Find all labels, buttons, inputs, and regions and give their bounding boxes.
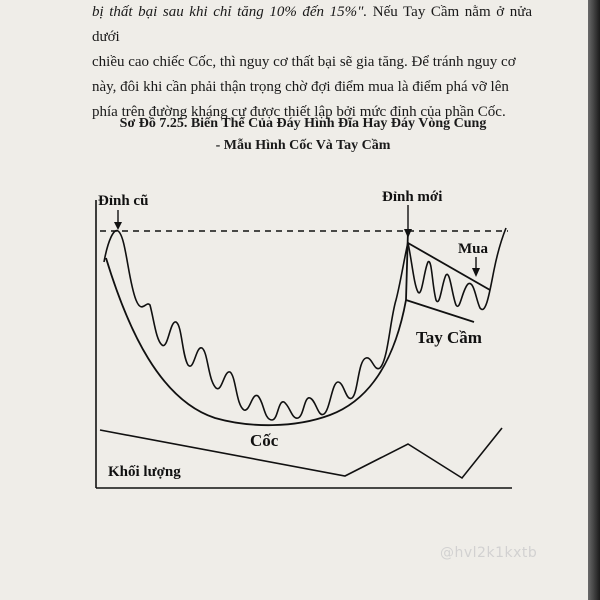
paragraph-line-2: chiều cao chiếc Cốc, thì nguy cơ thất bại sẽ gia tăng. Để tránh nguy cơ	[92, 54, 516, 70]
caption-line-2: - Mẫu Hình Cốc Và Tay Cầm	[215, 138, 391, 153]
old-peak-arrowhead	[114, 222, 122, 230]
new-peak-arrowhead	[404, 229, 412, 238]
watermark: @hvl2k1kxtb	[440, 545, 538, 561]
handle-lower-line	[406, 300, 474, 322]
cup-label: Cốc	[250, 431, 279, 450]
paragraph-line-3: này, đôi khi cần phải thận trọng chờ đợi điểm mua là điểm phá vỡ lên	[92, 79, 509, 95]
buy-arrowhead	[472, 268, 480, 277]
new-peak-label: Đỉnh mới	[382, 189, 443, 205]
handle-label: Tay Cầm	[416, 328, 482, 347]
buy-label: Mua	[458, 241, 488, 257]
volume-label: Khối lượng	[108, 464, 181, 480]
italic-quote: bị thất bại sau khi chỉ tăng 10% đến 15%".	[92, 4, 368, 20]
paragraph-line-1-rest: Nếu Tay Cầm nằm ở nửa dưới	[92, 4, 532, 45]
page-edge-shadow	[588, 0, 600, 600]
caption-line-1: Sơ Đồ 7.25. Biến Thể Của Đáy Hình Đĩa Hay Đáy Vòng Cung	[119, 116, 487, 131]
paragraph-line-4: phía trên đường kháng cự được thiết lập bởi mức đỉnh của phần Cốc.	[92, 104, 506, 120]
old-peak-label: Đỉnh cũ	[98, 193, 149, 209]
handle-wave	[408, 228, 506, 309]
price-wave	[104, 231, 408, 420]
